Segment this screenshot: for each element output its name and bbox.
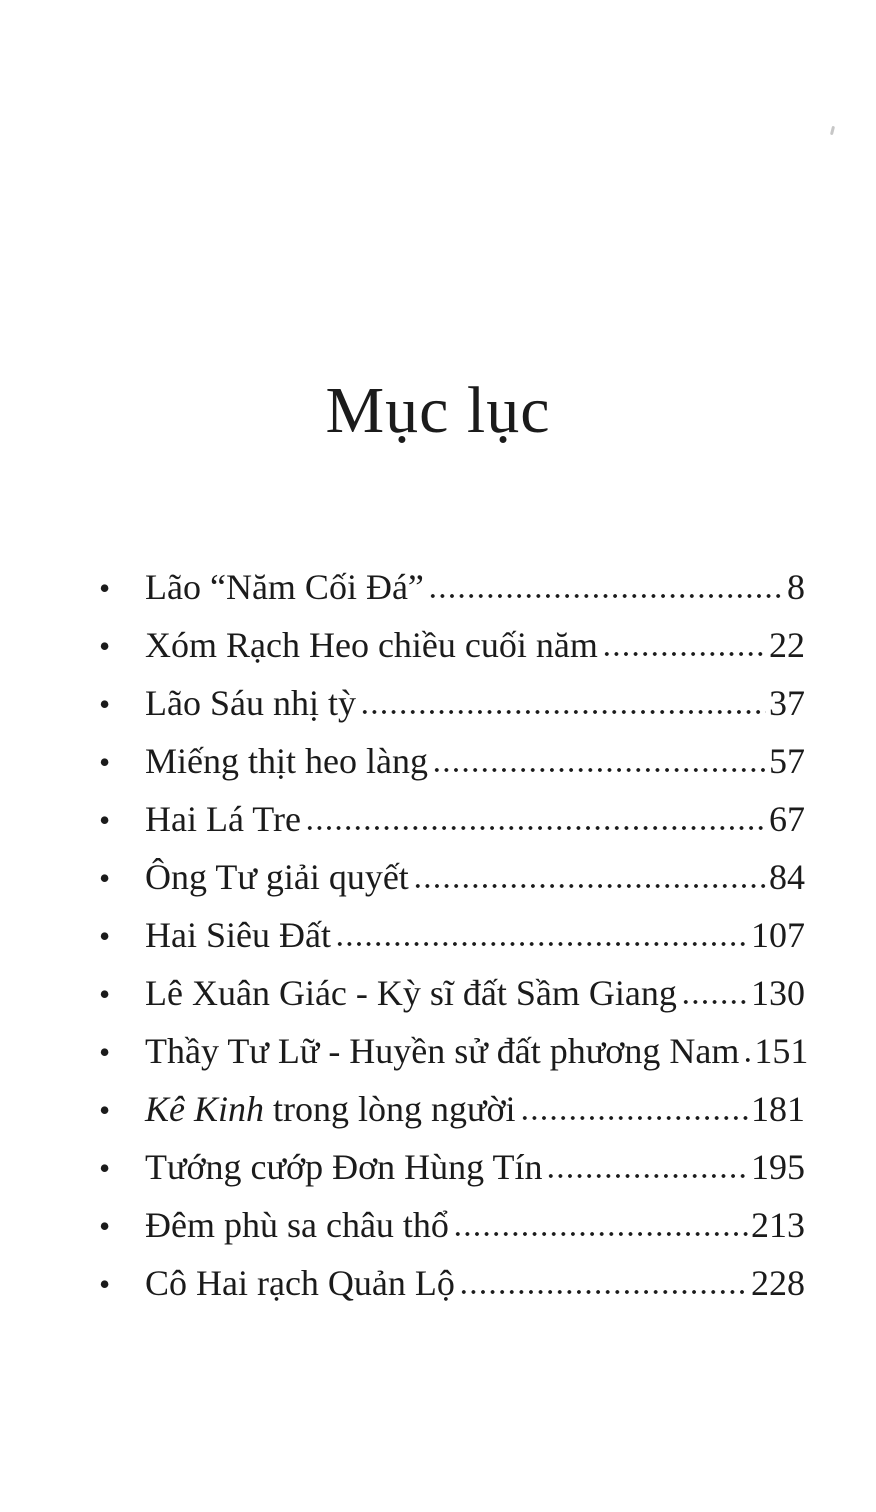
toc-item-title-text: Lão Sáu nhị tỳ <box>145 683 356 723</box>
toc-item-title <box>145 674 356 732</box>
toc-item-page: 228 <box>751 1263 805 1303</box>
toc-item-title <box>145 1196 449 1254</box>
dot-leader <box>335 941 748 947</box>
bullet-icon: • <box>99 918 111 954</box>
page-title: Mục lục <box>325 374 551 447</box>
toc-entry <box>95 790 805 848</box>
dot-leader <box>546 1173 748 1179</box>
toc-item-page: 67 <box>769 799 805 839</box>
toc-item-page: 22 <box>769 625 805 665</box>
toc-item-page: 213 <box>751 1205 805 1245</box>
toc-entry <box>95 906 805 964</box>
toc-item-title <box>145 790 301 848</box>
toc-item-title-text: Ông Tư giải quyết <box>145 857 409 897</box>
toc-entry <box>95 1254 805 1312</box>
toc-entry <box>95 964 805 1022</box>
toc-entry <box>95 1080 805 1138</box>
toc-entry <box>95 848 805 906</box>
toc-item-page: 195 <box>751 1147 805 1187</box>
dot-leader <box>520 1115 748 1121</box>
toc-item-title-text: Tướng cướp Đơn Hùng Tín <box>145 1147 543 1187</box>
bullet-icon: • <box>99 1150 111 1186</box>
dot-leader <box>428 593 784 599</box>
toc-item-title <box>145 1254 455 1312</box>
toc-item-title-text: Xóm Rạch Heo chiều cuối năm <box>145 625 598 665</box>
toc-entry <box>95 732 805 790</box>
toc-item-title-italic: Kê Kinh <box>145 1089 265 1129</box>
toc-item-title-text: Lão “Năm Cối Đá” <box>145 567 424 607</box>
toc-item-page: 130 <box>751 973 805 1013</box>
dot-leader <box>453 1231 748 1237</box>
bullet-icon: • <box>99 1208 111 1244</box>
dot-leader <box>413 883 766 889</box>
toc-item-title <box>145 906 331 964</box>
bullet-icon: • <box>99 744 111 780</box>
toc-item-page: 151 <box>754 1031 809 1071</box>
toc-item-page: 37 <box>769 683 805 723</box>
toc-item-title <box>145 732 428 790</box>
toc-entry <box>95 1022 809 1080</box>
dot-leader <box>305 825 766 831</box>
toc-item-page: 8 <box>787 567 805 607</box>
dot-leader <box>459 1289 748 1295</box>
dot-leader <box>602 651 766 657</box>
toc-item-title <box>145 1022 739 1080</box>
dot-leader <box>743 1057 751 1063</box>
bullet-icon: • <box>99 976 111 1012</box>
toc-item-page: 84 <box>769 857 805 897</box>
toc-entry <box>95 674 805 732</box>
toc-item-title <box>145 1080 516 1138</box>
toc-item-title-text: trong lòng người <box>264 1089 516 1129</box>
bullet-icon: • <box>99 628 111 664</box>
toc-entry <box>95 1196 805 1254</box>
toc-item-title <box>145 964 677 1022</box>
toc-entry <box>95 558 805 616</box>
bullet-icon: • <box>99 686 111 722</box>
bullet-icon: • <box>99 1266 111 1302</box>
toc-item-title <box>145 616 598 674</box>
dot-leader <box>360 709 766 715</box>
toc-item-title-text: Thầy Tư Lữ - Huyền sử đất phương Nam <box>145 1031 740 1071</box>
bullet-icon: • <box>99 860 111 896</box>
toc-item-title-text: Hai Lá Tre <box>145 799 301 839</box>
scan-artifact-mark <box>830 126 835 135</box>
bullet-icon: • <box>99 570 111 606</box>
toc-item-title <box>145 558 424 616</box>
bullet-icon: • <box>99 1092 111 1128</box>
dot-leader <box>432 767 766 773</box>
bullet-icon: • <box>99 1034 111 1070</box>
toc-item-title <box>145 848 409 906</box>
toc-entry <box>95 616 805 674</box>
toc-item-title <box>145 1138 542 1196</box>
dot-leader <box>681 999 748 1005</box>
toc-item-page: 181 <box>751 1089 805 1129</box>
toc-item-title-text: Cô Hai rạch Quản Lộ <box>145 1263 455 1303</box>
toc-item-title-text: Đêm phù sa châu thổ <box>145 1205 449 1245</box>
toc-item-page: 57 <box>769 741 805 781</box>
toc-entry <box>95 1138 805 1196</box>
bullet-icon: • <box>99 802 111 838</box>
toc-item-title-text: Hai Siêu Đất <box>145 915 331 955</box>
toc-list <box>0 558 876 1312</box>
toc-item-title-text: Lê Xuân Giác - Kỳ sĩ đất Sầm Giang <box>145 973 677 1013</box>
toc-item-page: 107 <box>751 915 805 955</box>
toc-item-title-text: Miếng thịt heo làng <box>145 741 428 781</box>
